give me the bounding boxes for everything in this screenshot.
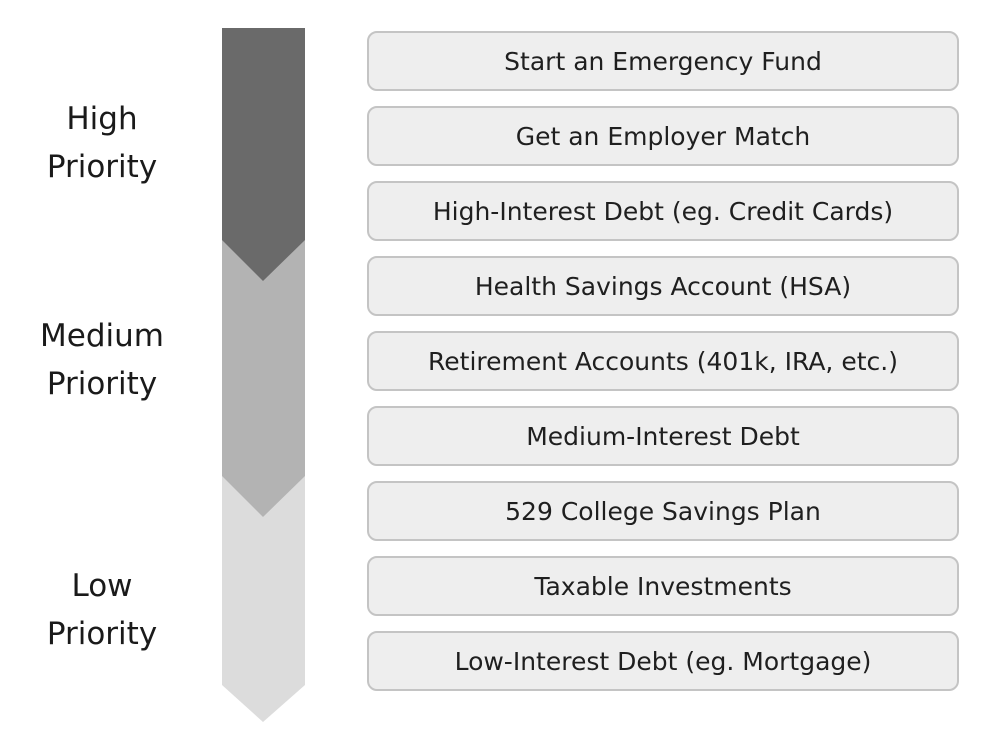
priority-item-label: Taxable Investments (534, 571, 792, 601)
priority-item (367, 331, 959, 391)
priority-item (367, 556, 959, 616)
priority-item (367, 406, 959, 466)
priority-item-label: Health Savings Account (HSA) (474, 271, 852, 301)
priority-item (367, 481, 959, 541)
high-priority-arrow-segment (222, 28, 305, 281)
priority-item-label: Get an Employer Match (515, 121, 811, 151)
high-priority-label-line1: High (66, 101, 138, 137)
priority-item (367, 256, 959, 316)
priority-item (367, 181, 959, 241)
priority-item-list (367, 31, 959, 706)
priority-item-label: High-Interest Debt (eg. Credit Cards) (432, 196, 894, 226)
priority-item (367, 31, 959, 91)
priority-item-label: 529 College Savings Plan (505, 496, 821, 526)
priority-item-label: Retirement Accounts (401k, IRA, etc.) (428, 346, 898, 376)
medium-priority-label-line2: Priority (46, 366, 158, 402)
priority-item-label: Medium-Interest Debt (526, 421, 800, 451)
priority-item (367, 631, 959, 691)
priority-item-label: Low-Interest Debt (eg. Mortgage) (454, 646, 872, 676)
medium-priority-label-line1: Medium (40, 318, 164, 354)
medium-priority-arrow-segment (222, 240, 305, 517)
low-priority-label-line1: Low (71, 568, 133, 604)
low-priority-label-line2: Priority (46, 616, 158, 652)
high-priority-label-line2: Priority (46, 149, 158, 185)
priority-item-label: Start an Emergency Fund (504, 46, 822, 76)
priority-item (367, 106, 959, 166)
